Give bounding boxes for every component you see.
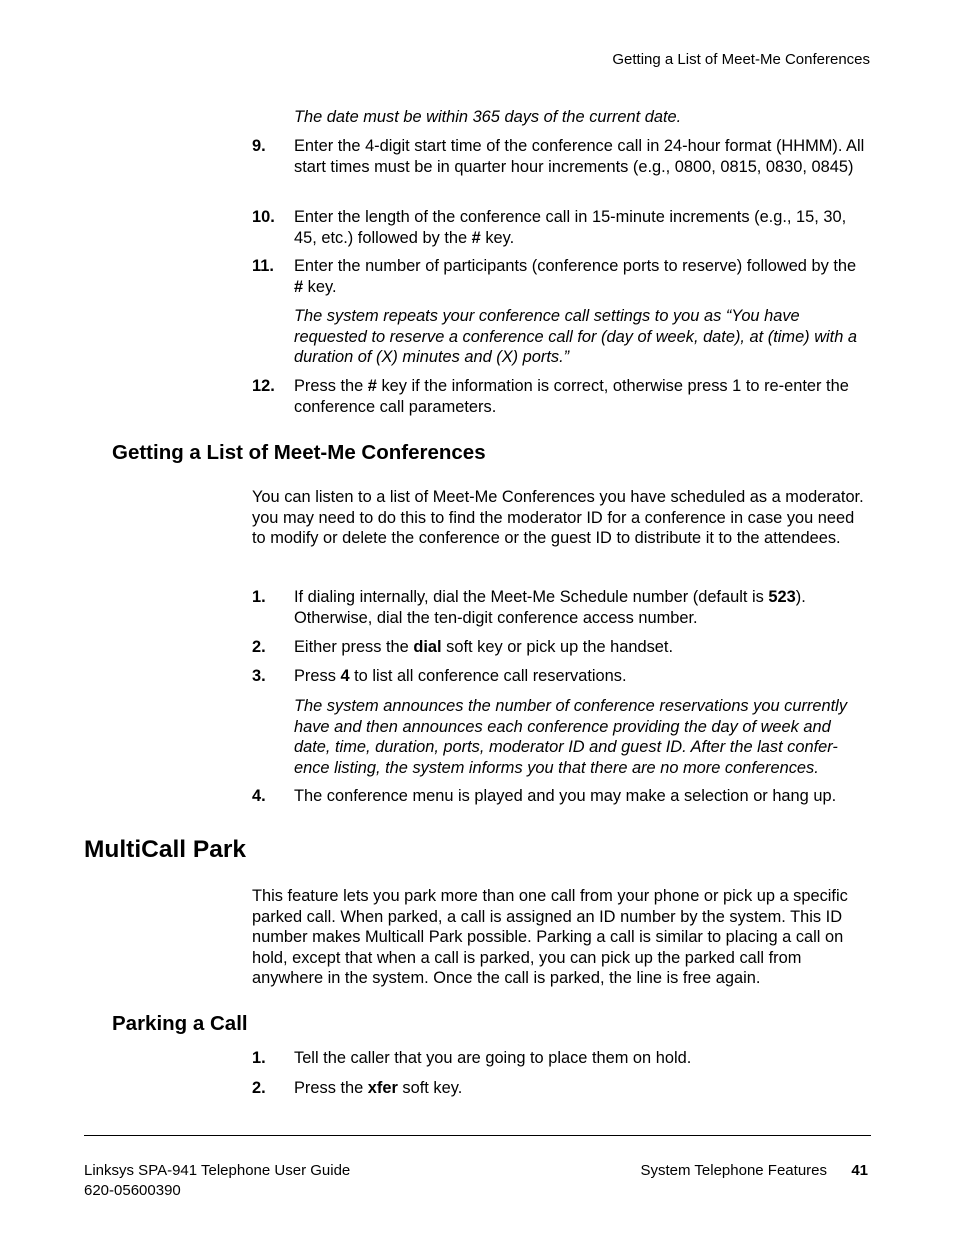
step-text: Enter the 4-digit start time of the conference call in 24-hour format (HHMM). All start times must be in quarter hour increments (e.g., 0800, 0815, 0830, 0845) xyxy=(294,137,865,176)
key-label: dial xyxy=(413,638,442,656)
step-text: If dialing internally, dial the Meet-Me Schedule number (default is 523). Otherwise, dial the ten-digit conference access number. xyxy=(294,588,806,627)
step-number: 1. xyxy=(252,588,266,606)
step-text: Tell the caller that you are going to place them on hold. xyxy=(294,1049,692,1067)
key-label: # xyxy=(294,277,304,296)
section-intro: This feature lets you park more than one call from your phone or pick up a specific parked call. When parked, a call is assigned an ID number by the system. This ID number makes Multicall Park possible. Parking a call is similar to placing a call on hold, except that when a call is parked, you can pick up the parked call from anywhere in the system. Once the call is parked, the line is free again. xyxy=(252,887,848,987)
step-number: 10. xyxy=(252,208,275,226)
step-text: Enter the number of participants (conference ports to reserve) followed by the # key. xyxy=(294,257,857,296)
note-date: The date must be within 365 days of the current date. xyxy=(294,108,682,126)
step-number: 2. xyxy=(252,638,266,656)
section-intro: You can listen to a list of Meet-Me Conferences you have scheduled as a moderator. you may need to do this to find the moderator ID for a conference in case you need to modify or delete the conference or the guest ID to distribute it to the attendees. xyxy=(252,488,864,547)
step-text: The conference menu is played and you may make a selection or hang up. xyxy=(294,787,837,805)
step-number: 3. xyxy=(252,667,266,685)
section-heading: Getting a List of Meet-Me Conferences xyxy=(112,441,486,464)
step-text: Enter the length of the conference call in 15-minute increments (e.g., 15, 30, 45, etc.) followed by the # key. xyxy=(294,208,847,247)
step-text: Press the xfer soft key. xyxy=(294,1079,463,1097)
key-label: # xyxy=(367,377,377,395)
step-number: 1. xyxy=(252,1049,266,1067)
step-text: Press 4 to list all conference call reservations. xyxy=(294,667,627,685)
step-number: 12. xyxy=(252,377,275,395)
note-announce: The system announces the number of conference reservations you currently have and then announces each conference providing the day of week and date, time, duration, ports, moderator ID and guest ID. After the last confer-ence listing, the system informs you that there are no more conferences. xyxy=(294,697,848,777)
step-text: Press the # key if the information is correct, otherwise press 1 to re-enter the conference call parameters. xyxy=(294,377,849,416)
step-number: 11. xyxy=(252,257,274,275)
section-heading: Parking a Call xyxy=(112,1012,248,1035)
note-repeat: The system repeats your conference call settings to you as “You have requested to reserve a conference call for (day of week, date), at (time) with a duration of (X) minutes and (X) ports.” xyxy=(294,307,858,366)
footer-guide-title: Linksys SPA-941 Telephone User Guide xyxy=(84,1162,351,1179)
key-label: 4 xyxy=(340,667,350,685)
step-number: 4. xyxy=(252,787,266,805)
footer-divider xyxy=(84,1135,871,1136)
chapter-heading: MultiCall Park xyxy=(84,836,247,863)
step-number: 2. xyxy=(252,1079,266,1097)
page-number: 41 xyxy=(851,1162,868,1179)
footer-doc-number: 620-05600390 xyxy=(84,1182,181,1199)
footer-chapter: System Telephone Features xyxy=(640,1162,827,1179)
key-label: # xyxy=(471,228,481,247)
running-header: Getting a List of Meet-Me Conferences xyxy=(612,51,870,68)
step-number: 9. xyxy=(252,137,266,155)
key-label: 523 xyxy=(768,588,796,606)
step-text: Either press the dial soft key or pick up the handset. xyxy=(294,638,674,656)
key-label: xfer xyxy=(367,1079,398,1097)
